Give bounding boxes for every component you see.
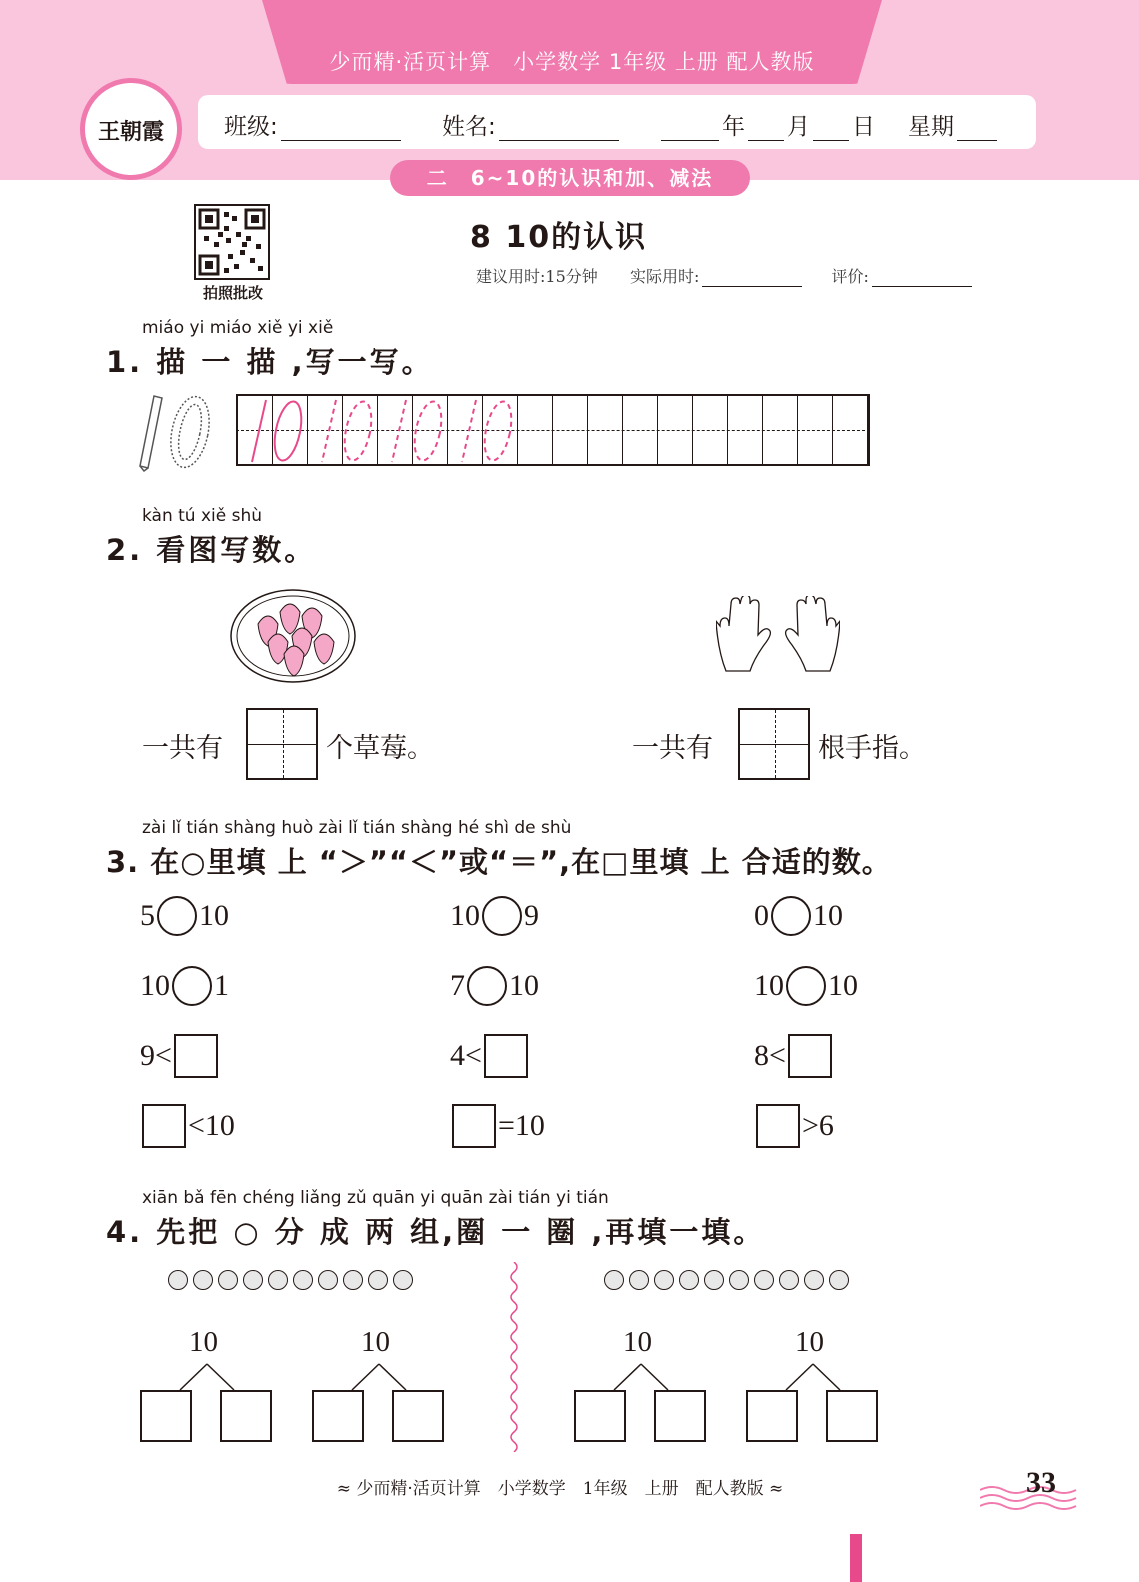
date-field[interactable] <box>658 108 875 141</box>
strawberry-plate-icon <box>228 586 358 686</box>
left-expression: 8< <box>754 1039 786 1072</box>
qr-pattern-icon <box>196 206 268 278</box>
answer-circle[interactable] <box>786 966 826 1006</box>
week-label: 星期 <box>908 114 954 140</box>
divider-wavy <box>506 1262 522 1452</box>
split-part-box[interactable] <box>654 1390 706 1442</box>
split-part-box[interactable] <box>220 1390 272 1442</box>
right-expression: =10 <box>498 1109 545 1142</box>
left-number: 5 <box>140 899 155 932</box>
name-label: 姓名: <box>442 114 496 140</box>
split-total: 10 <box>795 1326 824 1358</box>
q2-pinyin: kàn tú xiě shù <box>142 506 263 526</box>
fingers-answer-box[interactable] <box>738 708 810 780</box>
comparison-item <box>140 896 229 936</box>
suggested-time: 建议用时:15分钟 <box>476 267 598 286</box>
qr-code[interactable] <box>194 204 270 280</box>
publisher-logo <box>80 78 182 180</box>
footer-bar <box>850 1534 862 1582</box>
split-part-box[interactable] <box>746 1390 798 1442</box>
strawberry-prefix: 一共有 <box>142 733 223 764</box>
answer-box[interactable] <box>788 1034 832 1078</box>
comparison-item <box>754 896 843 936</box>
answer-box[interactable] <box>452 1104 496 1148</box>
answer-circle[interactable] <box>482 896 522 936</box>
tracing-digits <box>238 396 528 466</box>
split-lines <box>152 1362 262 1392</box>
dots-right[interactable] <box>604 1270 854 1290</box>
right-number: 10 <box>828 969 858 1002</box>
left-number: 10 <box>450 899 480 932</box>
q1-title: 1. 描 一 描 ,写一写。 <box>106 345 434 379</box>
qr-label: 拍照批改 <box>202 284 263 302</box>
split-part-box[interactable] <box>140 1390 192 1442</box>
comparison-item <box>754 1034 834 1078</box>
right-expression: >6 <box>802 1109 834 1142</box>
year-label: 年 <box>722 114 745 140</box>
hands-icon <box>716 596 840 684</box>
answer-circle[interactable] <box>157 896 197 936</box>
week-blank[interactable] <box>957 118 997 141</box>
comparison-item <box>450 966 539 1006</box>
comparison-item <box>450 1034 530 1078</box>
q4-title: 4. 先把 ○ 分 成 两 组,圈 一 圈 ,再填一填。 <box>106 1215 766 1249</box>
strawberry-suffix: 个草莓。 <box>326 733 434 764</box>
day-blank[interactable] <box>813 118 849 141</box>
split-part-box[interactable] <box>312 1390 364 1442</box>
name-blank[interactable] <box>499 118 619 141</box>
split-total: 10 <box>623 1326 652 1358</box>
strawberry-answer-box[interactable] <box>246 708 318 780</box>
class-field[interactable] <box>224 108 404 141</box>
answer-circle[interactable] <box>172 966 212 1006</box>
split-total: 10 <box>361 1326 390 1358</box>
split-lines <box>324 1362 434 1392</box>
left-number: 10 <box>754 969 784 1002</box>
actual-time-label: 实际用时: <box>629 267 700 286</box>
left-number: 7 <box>450 969 465 1002</box>
time-row <box>476 264 975 287</box>
q3-pinyin: zài lǐ tián shàng huò zài lǐ tián shàng hé shì de shù <box>142 818 572 838</box>
split-total: 10 <box>189 1326 218 1358</box>
split-lines <box>758 1362 868 1392</box>
week-field[interactable] <box>908 108 1000 141</box>
left-number: 10 <box>140 969 170 1002</box>
right-number: 9 <box>524 899 539 932</box>
hands <box>716 596 840 684</box>
answer-circle[interactable] <box>467 966 507 1006</box>
answer-box[interactable] <box>756 1104 800 1148</box>
right-expression: <10 <box>188 1109 235 1142</box>
split-part-box[interactable] <box>392 1390 444 1442</box>
answer-box[interactable] <box>174 1034 218 1078</box>
logo-text: 王朝霞 <box>97 119 164 145</box>
stroke-order-demo <box>132 392 222 472</box>
month-blank[interactable] <box>748 118 784 141</box>
comparison-item <box>140 1034 220 1078</box>
answer-circle[interactable] <box>771 896 811 936</box>
split-part-box[interactable] <box>826 1390 878 1442</box>
actual-time-blank[interactable] <box>702 268 802 287</box>
q2-title: 2. 看图写数。 <box>106 533 317 567</box>
left-expression: 4< <box>450 1039 482 1072</box>
page-number: 33 <box>1026 1466 1056 1499</box>
comparison-item <box>140 1104 235 1148</box>
answer-box[interactable] <box>142 1104 186 1148</box>
day-label: 日 <box>852 114 875 140</box>
split-part-box[interactable] <box>574 1390 626 1442</box>
dots-left[interactable] <box>168 1270 418 1290</box>
strawberry-plate <box>228 586 358 686</box>
evaluation-label: 评价: <box>831 267 869 286</box>
lesson-title: 8 10的认识 <box>470 220 648 255</box>
pencil-ten-icon <box>132 392 222 472</box>
right-number: 10 <box>509 969 539 1002</box>
q3-title: 3. 在○里填 上 “＞”“＜”或“＝”,在□里填 上 合适的数。 <box>106 845 892 879</box>
comparison-item <box>450 896 539 936</box>
comparison-item <box>140 966 229 1006</box>
evaluation-blank[interactable] <box>872 268 972 287</box>
right-number: 10 <box>813 899 843 932</box>
chapter-bar: 二 6~10的认识和加、减法 <box>390 160 750 196</box>
fingers-suffix: 根手指。 <box>818 733 926 764</box>
right-number: 1 <box>214 969 229 1002</box>
class-label: 班级: <box>224 114 278 140</box>
footer-text: ≈ 少而精·活页计算 小学数学 1年级 上册 配人教版 ≈ <box>336 1479 784 1499</box>
comparison-item <box>754 1104 834 1148</box>
comparison-item <box>450 1104 545 1148</box>
month-label: 月 <box>787 114 810 140</box>
right-number: 10 <box>199 899 229 932</box>
answer-box[interactable] <box>484 1034 528 1078</box>
series-title: 少而精·活页计算 小学数学 1年级 上册 配人教版 <box>329 50 815 74</box>
comparison-item <box>754 966 858 1006</box>
q1-pinyin: miáo yi miáo xiě yi xiě <box>142 318 334 338</box>
name-field[interactable] <box>442 108 622 141</box>
tracing-ten-icon <box>238 396 528 466</box>
class-blank[interactable] <box>281 118 401 141</box>
q4-pinyin: xiān bǎ fēn chéng liǎng zǔ quān yi quān zài tián yi tián <box>142 1188 609 1208</box>
left-number: 0 <box>754 899 769 932</box>
year-blank[interactable] <box>661 118 719 141</box>
fingers-prefix: 一共有 <box>632 733 713 764</box>
split-lines <box>586 1362 696 1392</box>
left-expression: 9< <box>140 1039 172 1072</box>
